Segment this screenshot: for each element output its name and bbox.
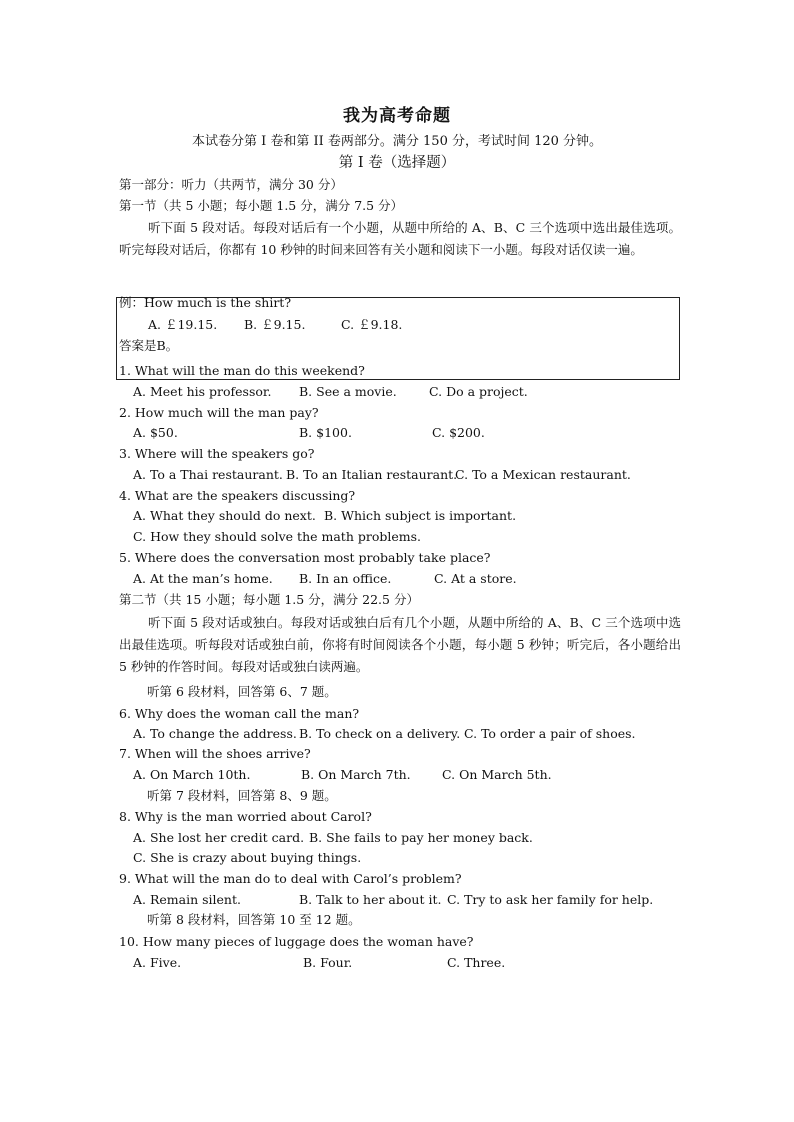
- q2-option-a: A. $50.: [133, 425, 178, 440]
- question-6: 6. Why does the woman call the man?: [119, 706, 360, 721]
- question-7: 7. When will the shoes arrive?: [119, 746, 311, 761]
- q8-option-c: C. She is crazy about buying things.: [133, 850, 362, 865]
- q9-option-a: A. Remain silent.: [133, 892, 241, 907]
- q1-option-a: A. Meet his professor.: [133, 384, 272, 399]
- question-8: 8. Why is the man worried about Carol?: [119, 809, 372, 824]
- part1-heading: 第一部分：听力（共两节，满分 30 分）: [119, 177, 343, 192]
- section2-instructions: 听下面 5 段对话或独白。每段对话或独白后有几个小题，从题中所给的 A、B、C 三个选项中选出最佳选项。听每段对话或独白前，你将有时间阅读各个小题，每小题 5 秒钟；听完后，各小题给出 5 秒钟的作答时间。每段对话或独白读两遍。: [119, 615, 681, 674]
- q6-option-c: C. To order a pair of shoes.: [464, 726, 636, 741]
- section2-heading: 第二节（共 15 小题；每小题 1.5 分，满分 22.5 分）: [119, 592, 419, 607]
- q10-option-b: B. Four.: [303, 955, 353, 970]
- example-option-b: B. ￡9.15.: [244, 317, 306, 332]
- q7-option-c: C. On March 5th.: [442, 767, 552, 782]
- question-5: 5. Where does the conversation most probably take place?: [119, 550, 491, 565]
- q8-option-b: B. She fails to pay her money back.: [309, 830, 533, 845]
- question-2: 2. How much will the man pay?: [119, 405, 319, 420]
- q4-option-c: C. How they should solve the math problems.: [133, 529, 421, 544]
- example-option-a: A. ￡19.15.: [148, 317, 218, 332]
- question-10: 10. How many pieces of luggage does the woman have?: [119, 934, 474, 949]
- example-option-c: C. ￡9.18.: [341, 317, 403, 332]
- section1-instructions: 听下面 5 段对话。每段对话后有一个小题，从题中所给的 A、B、C 三个选项中选出最佳选项。听完每段对话后，你都有 10 秒钟的时间来回答有关小题和阅读下一小题。每段对话仅读一遍。: [119, 220, 681, 257]
- q3-option-a: A. To a Thai restaurant.: [133, 467, 283, 482]
- example-answer: 答案是B。: [119, 338, 179, 353]
- q9-option-b: B. Talk to her about it.: [299, 892, 442, 907]
- q6-option-b: B. To check on a delivery.: [299, 726, 461, 741]
- q7-option-b: B. On March 7th.: [301, 767, 411, 782]
- q10-option-a: A. Five.: [133, 955, 182, 970]
- q3-option-b: B. To an Italian restaurant.: [286, 467, 458, 482]
- q9-option-c: C. Try to ask her family for help.: [447, 892, 654, 907]
- q4-option-b: B. Which subject is important.: [324, 508, 517, 523]
- q4-option-a: A. What they should do next.: [133, 508, 316, 523]
- q3-option-c: C. To a Mexican restaurant.: [455, 467, 631, 482]
- question-3: 3. Where will the speakers go?: [119, 446, 315, 461]
- q2-option-c: C. $200.: [432, 425, 485, 440]
- q7-option-a: A. On March 10th.: [133, 767, 251, 782]
- q5-option-b: B. In an office.: [299, 571, 392, 586]
- volume-title: 第 I 卷（选择题）: [338, 155, 456, 171]
- material-note-7: 听第 7 段材料，回答第 8、9 题。: [147, 788, 337, 803]
- example-question: 例：How much is the shirt?: [119, 295, 292, 310]
- q1-option-b: B. See a movie.: [299, 384, 397, 399]
- page-title: 我为高考命题: [343, 106, 451, 126]
- exam-subtitle: 本试卷分第 I 卷和第 II 卷两部分。满分 150 分，考试时间 120 分钟。: [191, 134, 603, 149]
- question-9: 9. What will the man do to deal with Carol’s problem?: [119, 871, 462, 886]
- q8-option-a: A. She lost her credit card.: [133, 830, 305, 845]
- section1-heading: 第一节（共 5 小题；每小题 1.5 分，满分 7.5 分）: [119, 198, 404, 213]
- q5-option-c: C. At a store.: [434, 571, 517, 586]
- q10-option-c: C. Three.: [447, 955, 506, 970]
- q2-option-b: B. $100.: [299, 425, 352, 440]
- q5-option-a: A. At the man’s home.: [133, 571, 273, 586]
- q1-option-c: C. Do a project.: [429, 384, 528, 399]
- question-1: 1. What will the man do this weekend?: [119, 363, 365, 378]
- material-note-8: 听第 8 段材料，回答第 10 至 12 题。: [147, 912, 361, 927]
- material-note-6: 听第 6 段材料，回答第 6、7 题。: [147, 684, 337, 699]
- q6-option-a: A. To change the address.: [133, 726, 297, 741]
- question-4: 4. What are the speakers discussing?: [119, 488, 356, 503]
